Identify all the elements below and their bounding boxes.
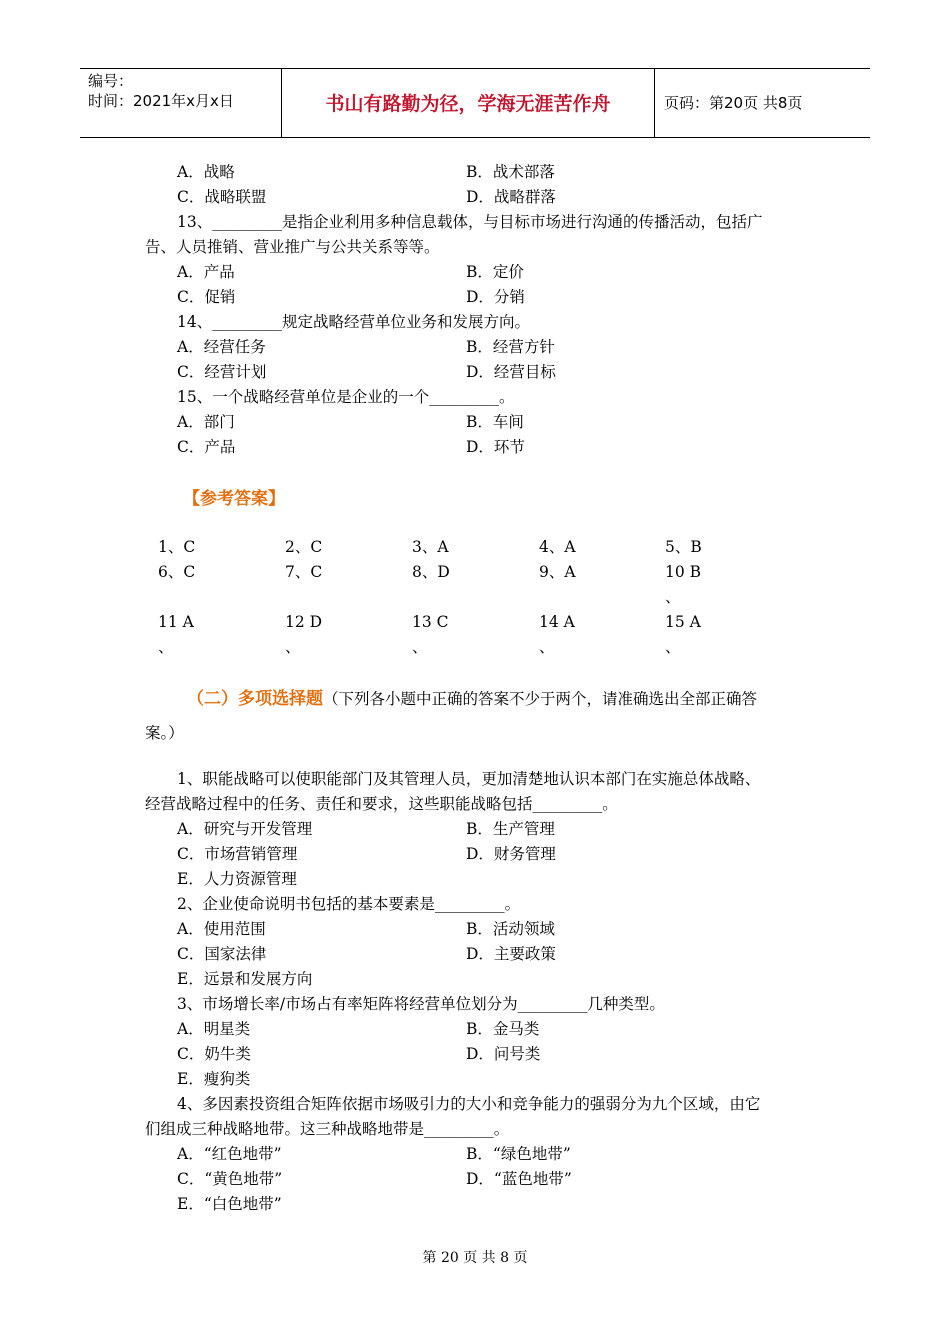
header-motto: 书山有路勤为径，学海无涯苦作舟 bbox=[325, 93, 611, 115]
option-c: C．“黄色地带” bbox=[177, 1170, 283, 1188]
option-e: E．“白色地带” bbox=[177, 1195, 282, 1213]
header-divider bbox=[654, 69, 655, 137]
answer-item: 4、A bbox=[539, 538, 576, 556]
option-a: A．研究与开发管理 bbox=[177, 820, 313, 838]
answer-item: 13 C bbox=[412, 613, 449, 631]
option-a: A．战略 bbox=[177, 163, 235, 181]
option-d: D．“蓝色地带” bbox=[466, 1170, 572, 1188]
answer-item: 9、A bbox=[539, 563, 576, 581]
option-a: A．明星类 bbox=[177, 1020, 251, 1038]
page-header bbox=[80, 68, 870, 138]
option-c: C．战略联盟 bbox=[177, 188, 267, 206]
mc-question-1-text: 1、职能战略可以使职能部门及其管理人员，更加清楚地认识本部门在实施总体战略、 bbox=[177, 770, 761, 788]
section-2-title: （二）多项选择题 bbox=[187, 689, 323, 709]
answer-item: 6、C bbox=[158, 563, 196, 581]
option-b: B．定价 bbox=[466, 263, 524, 281]
option-c: C．市场营销管理 bbox=[177, 845, 298, 863]
page-footer: 第 20 页 共 8 页 bbox=[422, 1250, 528, 1266]
answer-item: 7、C bbox=[285, 563, 323, 581]
answer-wrap-mark: 、 bbox=[539, 638, 555, 656]
answer-item: 15 A bbox=[665, 613, 701, 631]
answer-wrap-mark: 、 bbox=[158, 638, 174, 656]
answer-wrap-mark: 、 bbox=[412, 638, 428, 656]
answer-item: 3、A bbox=[412, 538, 449, 556]
option-b: B．“绿色地带” bbox=[466, 1145, 571, 1163]
section-2-note-cont: 案。） bbox=[145, 724, 184, 742]
option-b: B．活动领域 bbox=[466, 920, 555, 938]
mc-question-2-text: 2、企业使命说明书包括的基本要素是_________。 bbox=[177, 895, 521, 913]
answer-wrap-mark: 、 bbox=[665, 638, 681, 656]
option-d: D．问号类 bbox=[466, 1045, 541, 1063]
answer-item: 10 B bbox=[665, 563, 702, 581]
section-2-heading bbox=[187, 688, 757, 710]
answer-wrap-mark: 、 bbox=[285, 638, 301, 656]
mc-question-3-text: 3、市场增长率/市场占有率矩阵将经营单位划分为_________几种类型。 bbox=[177, 995, 665, 1013]
option-c: C．奶牛类 bbox=[177, 1045, 251, 1063]
option-e: E．瘦狗类 bbox=[177, 1070, 251, 1088]
answer-item: 11 A bbox=[158, 613, 194, 631]
mc-question-4-text-cont: 们组成三种战略地带。这三种战略地带是_________。 bbox=[145, 1120, 510, 1138]
mc-question-1-text-cont: 经营战略过程中的任务、责任和要求，这些职能战略包括_________。 bbox=[145, 795, 618, 813]
answer-item: 5、B bbox=[665, 538, 702, 556]
option-c: C．国家法律 bbox=[177, 945, 267, 963]
question-13-text: 13、_________是指企业利用多种信息载体，与目标市场进行沟通的传播活动，包括广 bbox=[177, 213, 763, 231]
option-d: D．战略群落 bbox=[466, 188, 556, 206]
answer-item: 2、C bbox=[285, 538, 323, 556]
option-a: A．“红色地带” bbox=[177, 1145, 282, 1163]
question-14-text: 14、_________规定战略经营单位业务和发展方向。 bbox=[177, 313, 530, 331]
mc-question-4-text: 4、多因素投资组合矩阵依据市场吸引力的大小和竞争能力的强弱分为九个区域，由它 bbox=[177, 1095, 761, 1113]
option-c: C．产品 bbox=[177, 438, 236, 456]
serial-label: 编号： bbox=[88, 72, 134, 90]
option-a: A．经营任务 bbox=[177, 338, 266, 356]
option-a: A．使用范围 bbox=[177, 920, 266, 938]
question-13-text-cont: 告、人员推销、营业推广与公共关系等等。 bbox=[145, 238, 440, 256]
option-d: D．环节 bbox=[466, 438, 525, 456]
option-b: B．经营方针 bbox=[466, 338, 555, 356]
option-d: D．主要政策 bbox=[466, 945, 556, 963]
answer-item: 14 A bbox=[539, 613, 575, 631]
option-a: A．产品 bbox=[177, 263, 235, 281]
answers-heading: 【参考答案】 bbox=[183, 489, 285, 509]
option-c: C．促销 bbox=[177, 288, 236, 306]
option-e: E．人力资源管理 bbox=[177, 870, 297, 888]
option-e: E．远景和发展方向 bbox=[177, 970, 313, 988]
header-page-label: 页码：第20页 共8页 bbox=[664, 94, 803, 112]
option-d: D．经营目标 bbox=[466, 363, 556, 381]
option-b: B．金马类 bbox=[466, 1020, 540, 1038]
answer-item: 8、D bbox=[412, 563, 450, 581]
time-label: 时间：2021年x月x日 bbox=[88, 92, 234, 110]
option-b: B．车间 bbox=[466, 413, 524, 431]
option-c: C．经营计划 bbox=[177, 363, 267, 381]
answer-item: 1、C bbox=[158, 538, 196, 556]
question-15-text: 15、一个战略经营单位是企业的一个_________。 bbox=[177, 388, 515, 406]
header-left bbox=[88, 71, 234, 111]
option-a: A．部门 bbox=[177, 413, 235, 431]
option-d: D．分销 bbox=[466, 288, 525, 306]
answer-item: 12 D bbox=[285, 613, 323, 631]
option-b: B．生产管理 bbox=[466, 820, 555, 838]
section-2-note: （下列各小题中正确的答案不少于两个，请准确选出全部正确答 bbox=[323, 690, 758, 708]
option-d: D．财务管理 bbox=[466, 845, 556, 863]
answer-wrap-mark: 、 bbox=[665, 588, 681, 606]
option-b: B．战术部落 bbox=[466, 163, 555, 181]
